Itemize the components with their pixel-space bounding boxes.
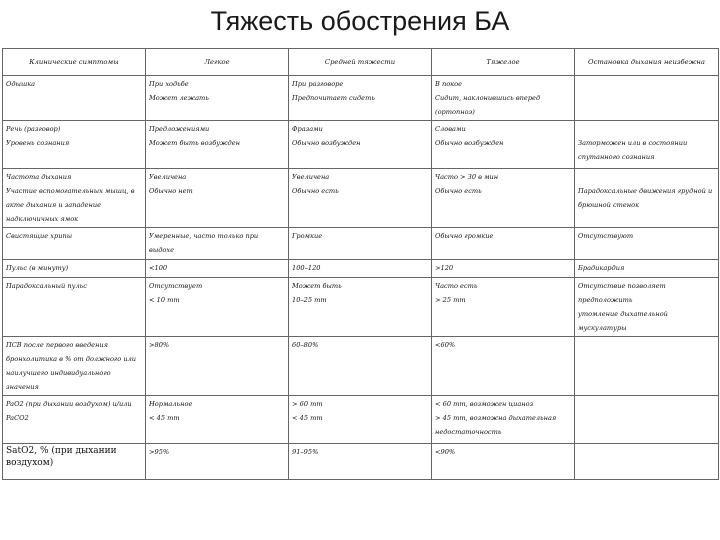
- cell-line: Может быть: [292, 282, 342, 290]
- table-cell: [432, 260, 575, 278]
- cell-line: Увеличена: [149, 173, 187, 181]
- table-cell: [432, 76, 575, 121]
- cell-line: Может лежать: [149, 94, 209, 102]
- table-cell: [3, 278, 146, 337]
- cell-line: недостаточность: [435, 428, 502, 436]
- cell-line: Отсутствие позволяет предположить: [578, 282, 666, 304]
- table-cell: [3, 337, 146, 396]
- cell-line: Нормальное: [149, 400, 193, 408]
- table-cell: [289, 228, 432, 260]
- cell-line: Заторможен или в состоянии спутанного сознания: [578, 139, 688, 161]
- cell-line: 100–120: [292, 264, 321, 272]
- cell-line: Обычно нет: [149, 187, 193, 195]
- header-arrest: Остановка дыхания неизбежна: [575, 49, 719, 76]
- table-cell: [575, 278, 719, 337]
- table-cell: [575, 396, 719, 444]
- header-severe: Тяжелое: [432, 49, 575, 76]
- cell-line: PaO2 (при дыхании воздухом) и/или PaCO2: [6, 400, 132, 422]
- table-cell: [575, 337, 719, 396]
- table-cell: [289, 396, 432, 444]
- cell-line: бронхолитика в % от должного или: [6, 355, 137, 363]
- cell-line: Уровень сознания: [6, 139, 70, 147]
- cell-line: > 45 mm, возможна дыхательная: [435, 414, 557, 422]
- table-cell: [146, 76, 289, 121]
- table-cell: [146, 337, 289, 396]
- table-row: [3, 228, 719, 260]
- table-cell: [289, 260, 432, 278]
- cell-line: Частота дыхания: [6, 173, 72, 181]
- table-cell: [432, 228, 575, 260]
- cell-line: [578, 397, 715, 411]
- cell-line: Обычно есть: [292, 187, 339, 195]
- table-cell: [432, 337, 575, 396]
- cell-line: Часто есть: [435, 282, 478, 290]
- table-cell: [146, 396, 289, 444]
- cell-line: >95%: [149, 448, 170, 456]
- table-cell: [146, 121, 289, 169]
- cell-line: 91–95%: [292, 448, 319, 456]
- table-cell: [3, 121, 146, 169]
- cell-line: Отсутствуют: [578, 232, 634, 240]
- cell-line: Пульс (в минуту): [6, 264, 69, 272]
- table-cell: [432, 396, 575, 444]
- header-moderate: Средней тяжести: [289, 49, 432, 76]
- table-cell: [432, 278, 575, 337]
- cell-line: <90%: [435, 448, 456, 456]
- table-cell: [289, 76, 432, 121]
- cell-line: [578, 77, 715, 91]
- table-cell: [146, 260, 289, 278]
- table-row: [3, 444, 719, 480]
- table-cell: [289, 337, 432, 396]
- cell-line: Парадоксальные движения грудной и брюшной стенок: [578, 187, 713, 209]
- table-cell: [3, 260, 146, 278]
- table-row: [3, 260, 719, 278]
- table-row: [3, 76, 719, 121]
- cell-line: >80%: [149, 341, 170, 349]
- cell-line: наилучшего индивидуального значения: [6, 369, 111, 391]
- table-cell: [146, 228, 289, 260]
- cell-line: Увеличена: [292, 173, 330, 181]
- cell-line: [578, 445, 715, 459]
- cell-line: Обычно возбужден: [292, 139, 361, 147]
- cell-line: SatO2, % (при дыхании воздухом): [6, 446, 117, 468]
- cell-line: 60–80%: [292, 341, 319, 349]
- cell-line: Одышка: [6, 80, 36, 88]
- table-row: [3, 169, 719, 228]
- cell-line: > 60 mm: [292, 400, 323, 408]
- table-cell: [575, 260, 719, 278]
- cell-line: Парадоксальный пульс: [6, 282, 87, 290]
- table-cell: [289, 278, 432, 337]
- table-cell: [432, 444, 575, 480]
- table-cell: [3, 169, 146, 228]
- cell-line: Сидит, наклонившись вперед (ортопноэ): [435, 94, 541, 116]
- cell-line: Обычно громкие: [435, 232, 494, 240]
- cell-line: Брадикардия: [578, 264, 625, 272]
- cell-line: < 45 mm: [149, 414, 180, 422]
- cell-line: <100: [149, 264, 168, 272]
- cell-line: Предпочитает сидеть: [292, 94, 375, 102]
- header-row: [3, 49, 719, 76]
- table-cell: [3, 228, 146, 260]
- table-cell: [146, 169, 289, 228]
- cell-line: Словами: [435, 125, 466, 133]
- cell-line: Умеренные, часто только при выдохе: [149, 232, 259, 254]
- table-row: [3, 121, 719, 169]
- table-cell: [3, 76, 146, 121]
- cell-line: > 25 mm: [435, 296, 466, 304]
- header-symptoms: Клинические симптомы: [3, 49, 146, 76]
- cell-line: Отсутствует: [149, 282, 203, 290]
- table-cell: [432, 169, 575, 228]
- cell-line: В покое: [435, 80, 462, 88]
- cell-line: <60%: [435, 341, 456, 349]
- cell-line: Обычно возбужден: [435, 139, 504, 147]
- severity-table: [2, 48, 719, 480]
- cell-line: При ходьбе: [149, 80, 189, 88]
- cell-line: [578, 338, 715, 352]
- table-cell: [146, 278, 289, 337]
- cell-line: [578, 170, 715, 184]
- cell-line: < 10 mm: [149, 296, 180, 304]
- cell-line: При разговоре: [292, 80, 344, 88]
- table-row: [3, 278, 719, 337]
- cell-line: Обычно есть: [435, 187, 482, 195]
- cell-line: >120: [435, 264, 454, 272]
- table-cell: [146, 444, 289, 480]
- header-mild: Легкое: [146, 49, 289, 76]
- table-cell: [3, 444, 146, 480]
- table-row: [3, 337, 719, 396]
- cell-line: 10–25 mm: [292, 296, 327, 304]
- cell-line: [578, 122, 715, 136]
- cell-line: Может быть возбужден: [149, 139, 240, 147]
- table-cell: [289, 121, 432, 169]
- table-cell: [3, 396, 146, 444]
- cell-line: Фразами: [292, 125, 323, 133]
- table-cell: [575, 228, 719, 260]
- cell-line: Предложениями: [149, 125, 210, 133]
- cell-line: < 45 mm: [292, 414, 323, 422]
- table-cell: [575, 444, 719, 480]
- table-cell: [432, 121, 575, 169]
- cell-line: Громкие: [292, 232, 323, 240]
- table-cell: [289, 444, 432, 480]
- table-cell: [575, 169, 719, 228]
- cell-line: утомление дыхательной мускулатуры: [578, 310, 668, 332]
- table-cell: [289, 169, 432, 228]
- cell-line: Речь (разговор): [6, 125, 61, 133]
- cell-line: Участие вспомогательных мышц, в акте дыхания и западение надключичных ямок: [6, 187, 135, 223]
- cell-line: < 60 mm, возможен цианоз: [435, 400, 534, 408]
- cell-line: Свистящие хрипы: [6, 232, 73, 240]
- table-cell: [575, 121, 719, 169]
- cell-line: ПСВ после первого введения: [6, 341, 109, 349]
- slide-title: Тяжесть обострения БА: [210, 6, 510, 36]
- table-row: [3, 396, 719, 444]
- cell-line: Часто > 30 в мин: [435, 173, 499, 181]
- table-cell: [575, 76, 719, 121]
